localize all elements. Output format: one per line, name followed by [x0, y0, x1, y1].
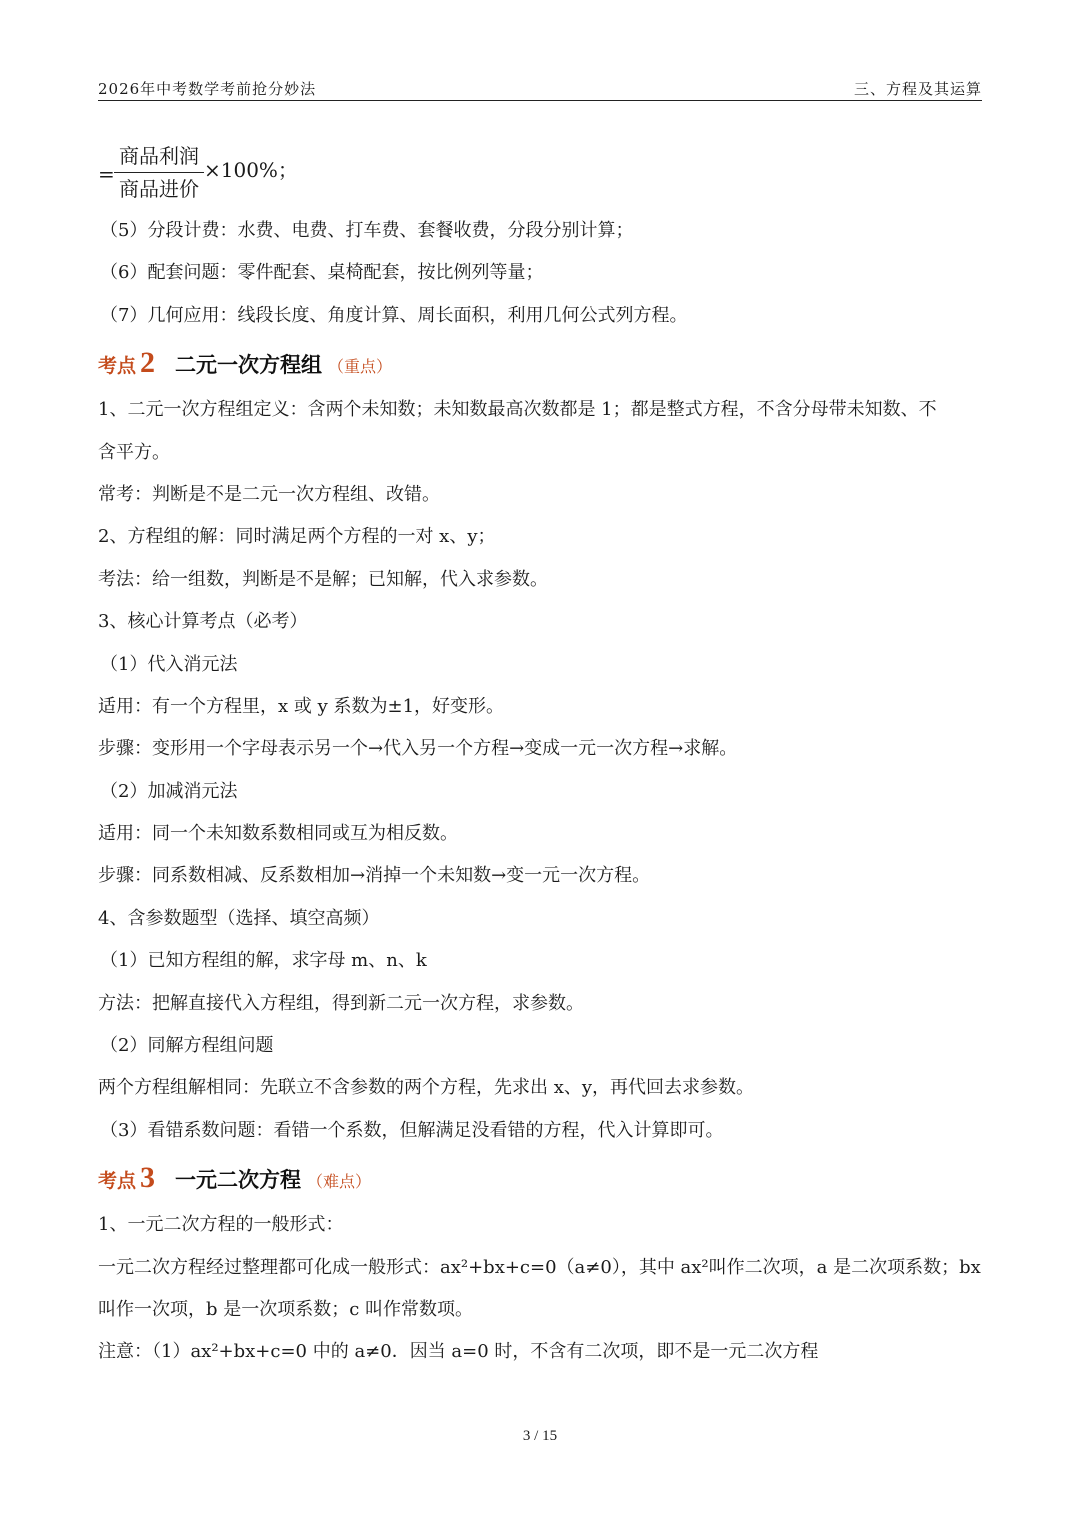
page-number: 3 / 15: [522, 1428, 558, 1444]
section-heading-3: [98, 1152, 988, 1204]
text-line: 一元二次方程经过整理都可化成一般形式：ax²+bx+c=0（a≠0），其中 ax²叫作二次项，a 是二次项系数；bx: [98, 1256, 981, 1278]
text-line: 两个方程组解相同：先联立不含参数的两个方程，先求出 x、y，再代回去求参数。: [98, 1077, 755, 1099]
text-line: （2）同解方程组问题: [100, 1035, 274, 1057]
text-line: 注意：（1）ax²+bx+c=0 中的 a≠0．因当 a=0 时，不含有二次项，即不是一元二次方程: [98, 1341, 819, 1363]
text-line: 步骤：同系数相减、反系数相加→消掉一个未知数→变一元一次方程。: [98, 865, 651, 887]
text-line: 适用：有一个方程里，x 或 y 系数为±1，好变形。: [98, 695, 505, 717]
header-doc-title: 2026年中考数学考前抢分妙法: [98, 80, 317, 98]
section-title: 一元二次方程: [175, 1168, 302, 1193]
text-line: 1、二元一次方程组定义：含两个未知数；未知数最高次数都是 1；都是整式方程，不含分母带未知数、不: [98, 399, 937, 421]
text-line: 考法：给一组数，判断是不是解；已知解，代入求参数。: [98, 568, 548, 590]
formula-multiplier: ×100%；: [204, 158, 298, 182]
profit-rate-formula: [98, 138, 988, 210]
text-line: （1）已知方程组的解，求字母 m、n、k: [100, 950, 427, 972]
page-content: [98, 138, 988, 1374]
section-number: 3: [140, 1161, 156, 1195]
text-line: 含平方。: [98, 441, 170, 463]
text-line: 常考：判断是不是二元一次方程组、改错。: [98, 483, 440, 505]
formula-numerator: 商品利润: [119, 144, 199, 168]
page-header: [98, 76, 982, 101]
text-line: （3）看错系数问题：看错一个系数，但解满足没看错的方程，代入计算即可。: [100, 1119, 724, 1141]
section-label: 考点: [98, 355, 137, 378]
formula-equals: =: [98, 162, 115, 186]
section-title: 二元一次方程组: [175, 353, 323, 378]
text-line: 叫作一次项，b 是一次项系数；c 叫作常数项。: [98, 1298, 474, 1320]
text-line: 方法：把解直接代入方程组，得到新二元一次方程，求参数。: [98, 992, 584, 1014]
text-line: 2、方程组的解：同时满足两个方程的一对 x、y；: [98, 526, 496, 548]
fraction-bar: [114, 172, 204, 173]
text-line: （1）代入消元法: [100, 653, 238, 675]
section-tag: （难点）: [307, 1172, 372, 1192]
text-line: （5）分段计费：水费、电费、打车费、套餐收费，分段分别计算；: [100, 220, 634, 241]
text-line: 4、含参数题型（选择、填空高频）: [98, 907, 380, 929]
formula-fraction: [114, 142, 204, 203]
text-line: （6）配套问题：零件配套、桌椅配套，按比例列等量；: [100, 262, 544, 284]
section-label: 考点: [98, 1170, 137, 1193]
text-line: （7）几何应用：线段长度、角度计算、周长面积，利用几何公式列方程。: [100, 304, 688, 326]
section-tag: （重点）: [328, 357, 393, 377]
text-line: 步骤：变形用一个字母表示另一个→代入另一个方程→变成一元一次方程→求解。: [98, 738, 738, 760]
text-line: （2）加减消元法: [100, 780, 238, 802]
text-line: 1、一元二次方程的一般形式：: [98, 1214, 344, 1236]
header-chapter-title: 三、方程及其运算: [853, 80, 982, 98]
text-line: 3、核心计算考点（必考）: [98, 611, 308, 633]
formula-denominator: 商品进价: [119, 177, 199, 201]
section-number: 2: [140, 346, 156, 380]
section-heading-2: [98, 337, 988, 389]
text-line: 适用：同一个未知数系数相同或互为相反数。: [98, 823, 458, 845]
